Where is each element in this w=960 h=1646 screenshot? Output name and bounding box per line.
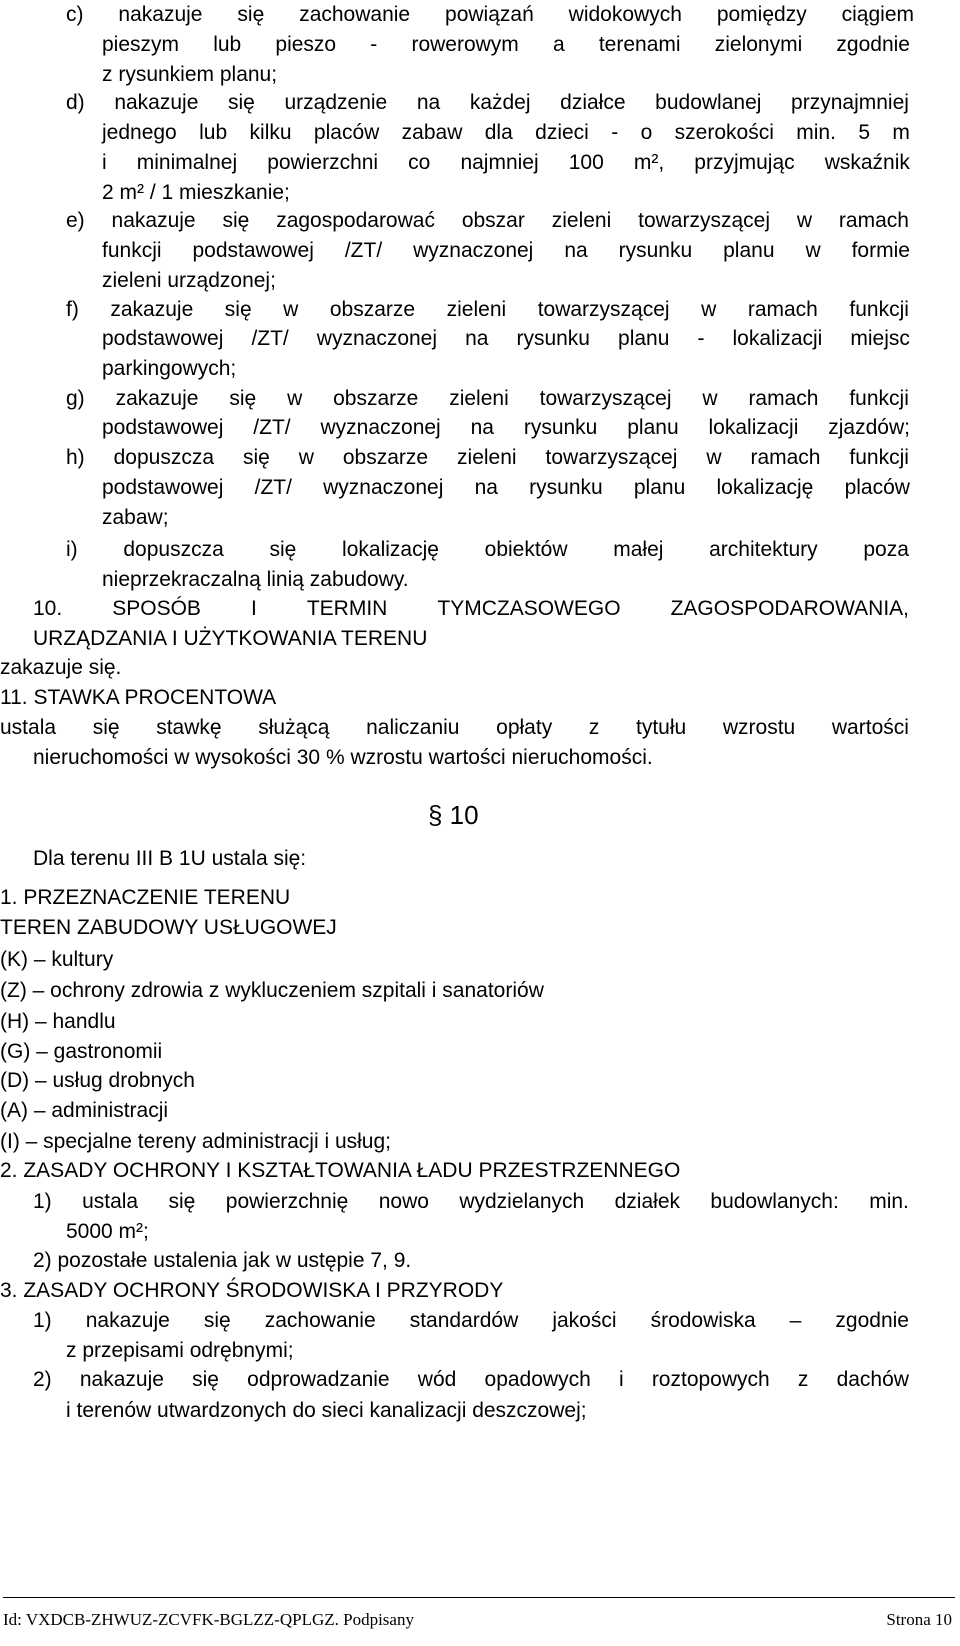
text-line: parkingowych;	[102, 357, 237, 380]
text-line: z rysunkiem planu;	[102, 63, 278, 86]
text-line: podstawowej /ZT/ wyznaczonej na rysunku planu - lokalizacji miejsc	[102, 327, 910, 350]
text-line: Dla terenu III B 1U ustala się:	[33, 847, 307, 870]
text-line: ustala się stawkę służącą naliczaniu opłaty z tytułu wzrostu wartości	[0, 716, 909, 739]
text-line: nieruchomości w wysokości 30 % wzrostu wartości nieruchomości.	[33, 746, 653, 769]
text-line: 1. PRZEZNACZENIE TERENU	[0, 886, 291, 909]
text-line: podstawowej /ZT/ wyznaczonej na rysunku planu lokalizacji zjazdów;	[102, 416, 910, 439]
text-line: 2 m² / 1 mieszkanie;	[102, 181, 290, 204]
text-line: e) nakazuje się zagospodarować obszar zieleni towarzyszącej w ramach	[66, 209, 909, 232]
text-line: i terenów utwardzonych do sieci kanalizacji deszczowej;	[66, 1399, 587, 1422]
text-line: 1) nakazuje się zachowanie standardów jakości środowiska – zgodnie	[33, 1309, 909, 1332]
text-line: TEREN ZABUDOWY USŁUGOWEJ	[0, 916, 337, 939]
text-line: 3. ZASADY OCHRONY ŚRODOWISKA I PRZYRODY	[0, 1279, 504, 1302]
text-line: (G) – gastronomii	[0, 1040, 163, 1063]
text-line: f) zakazuje się w obszarze zieleni towarzyszącej w ramach funkcji	[66, 298, 909, 321]
text-line: 5000 m²;	[66, 1220, 149, 1243]
text-line: (H) – handlu	[0, 1010, 116, 1033]
text-line: zabaw;	[102, 506, 169, 529]
text-line: 10. SPOSÓB I TERMIN TYMCZASOWEGO ZAGOSPODAROWANIA,	[33, 597, 909, 620]
text-line: podstawowej /ZT/ wyznaczonej na rysunku planu lokalizację placów	[102, 476, 910, 499]
text-line: (I) – specjalne tereny administracji i usług;	[0, 1130, 392, 1153]
text-line: 1) ustala się powierzchnię nowo wydzielanych działek budowlanych: min.	[33, 1190, 909, 1213]
text-line: 2) pozostałe ustalenia jak w ustępie 7, 9.	[33, 1249, 412, 1272]
footer-divider	[3, 1597, 955, 1598]
text-line: 2. ZASADY OCHRONY I KSZTAŁTOWANIA ŁADU PRZESTRZENNEGO	[0, 1159, 681, 1182]
text-line: 11. STAWKA PROCENTOWA	[0, 686, 277, 709]
text-line: h) dopuszcza się w obszarze zieleni towarzyszącej w ramach funkcji	[66, 446, 909, 469]
text-line: funkcji podstawowej /ZT/ wyznaczonej na rysunku planu w formie	[102, 239, 910, 262]
text-line: jednego lub kilku placów zabaw dla dzieci - o szerokości min. 5 m	[102, 121, 910, 144]
text-line: d) nakazuje się urządzenie na każdej działce budowlanej przynajmniej	[66, 91, 909, 114]
text-line: (A) – administracji	[0, 1099, 169, 1122]
text-line: (K) – kultury	[0, 948, 114, 971]
footer-page-number: Strona 10	[886, 1610, 952, 1629]
text-line: 2) nakazuje się odprowadzanie wód opadowych i roztopowych z dachów	[33, 1368, 909, 1391]
text-line: zieleni urządzonej;	[102, 269, 276, 292]
text-line: zakazuje się.	[0, 656, 122, 679]
text-line: (Z) – ochrony zdrowia z wykluczeniem szpitali i sanatoriów	[0, 979, 544, 1002]
text-line: i) dopuszcza się lokalizację obiektów małej architektury poza	[66, 538, 909, 561]
footer-id: Id: VXDCB-ZHWUZ-ZCVFK-BGLZZ-QPLGZ. Podpisany	[3, 1610, 414, 1629]
section-mark: § 10	[428, 800, 479, 830]
text-line: URZĄDZANIA I UŻYTKOWANIA TERENU	[33, 627, 428, 650]
text-line: (D) – usług drobnych	[0, 1069, 195, 1092]
text-line: c) nakazuje się zachowanie powiązań widokowych pomiędzy ciągiem	[66, 3, 914, 26]
text-line: g) zakazuje się w obszarze zieleni towarzyszącej w ramach funkcji	[66, 387, 909, 410]
text-line: i minimalnej powierzchni co najmniej 100 m², przyjmując wskaźnik	[102, 151, 910, 174]
text-line: pieszym lub pieszo - rowerowym a terenami zielonymi zgodnie	[102, 33, 910, 56]
text-line: z przepisami odrębnymi;	[66, 1339, 294, 1362]
text-line: nieprzekraczalną linią zabudowy.	[102, 568, 409, 591]
